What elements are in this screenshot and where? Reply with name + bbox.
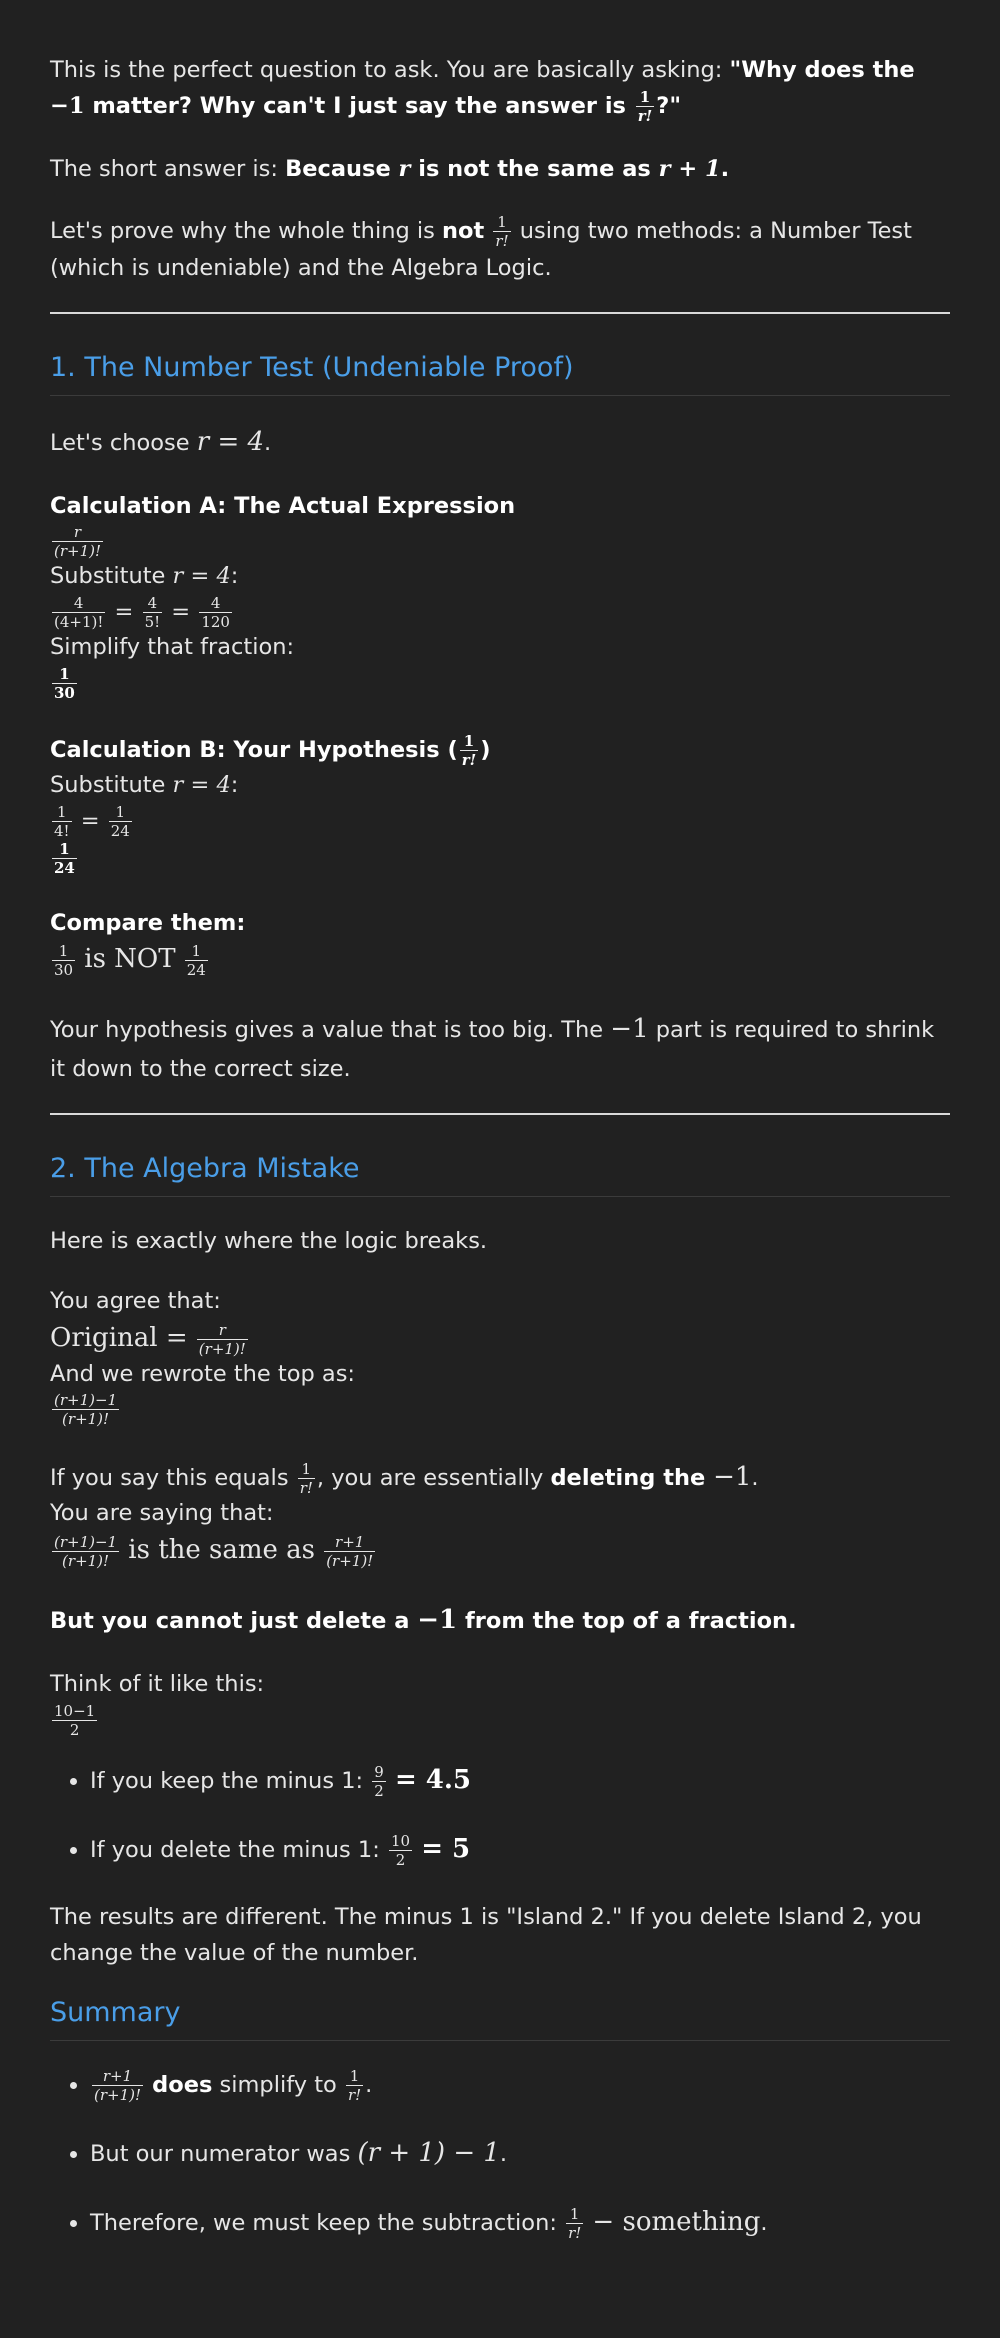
fraction-4-over-5-factorial: $\frac{4}{(4+1)!}$	[54, 594, 104, 632]
list-item: • If you keep the minus 1: $\frac{9}{2}$ = 4.5	[90, 1761, 950, 1800]
list-item: • $\frac{r+1}{(r+1)!}$ does simplify to $\frac{1}{r!}$ .	[90, 2067, 950, 2104]
choose-r-text: Let's choose r = 4.	[50, 427, 272, 457]
calculation-b-title: Calculation B: Your Hypothesis ( $\frac{1}{r!}$ )	[50, 731, 491, 769]
fraction-rewritten-numerator: $\frac{(r+1)-1}{(r+1)!}$	[54, 1391, 118, 1429]
divider	[50, 1113, 950, 1115]
cannot-delete-statement: But you cannot just delete a −1 from the top of a fraction.	[50, 1605, 797, 1636]
results-paragraph: The results are different. The minus 1 is "Island 2." If you delete Island 2, you change the value of the number.	[50, 1903, 922, 1966]
fraction-r-over-r1-factorial: $\frac{r}{(r+1)!}$	[54, 523, 102, 561]
calculation-a: Calculation A: The Actual Expression $\frac{r}{(r+1)!}$ Substitute r = 4: $\frac{4}{(4+1)!}$ = $\frac{4}{5!}$ = $\frac{4}{120}$ Simplify that fraction: $\frac{1}{30}$	[50, 492, 516, 702]
list-item: • If you delete the minus 1: $\frac{10}{2}$ = 5	[90, 1830, 950, 1869]
analogy: Think of it like this: $\frac{10-1}{2}$	[50, 1670, 265, 1739]
section-heading-summary: Summary	[50, 1997, 950, 2041]
fraction-1-over-24: $\frac{1}{24}$	[54, 839, 75, 877]
calculation-a-title: Calculation A: The Actual Expression	[50, 492, 516, 519]
fraction-1-over-r-factorial: $\frac{1}{r!}$	[637, 88, 653, 125]
number-test-conclusion: Your hypothesis gives a value that is too big. The −1 part is required to shrink it down to the correct size.	[50, 1014, 935, 1082]
fraction-1-over-r-factorial: $\frac{1}{r!}$	[495, 213, 509, 250]
intro-paragraph-2: The short answer is: Because r is not the same as r + 1.	[50, 156, 730, 182]
divider	[50, 312, 950, 314]
intro-paragraph-1: This is the perfect question to ask. You are basically asking: "Why does the −1 matter? Why can't I just say the answer is $\frac{1}{r!}$ ?"	[50, 57, 915, 125]
deleting-explanation: If you say this equals $\frac{1}{r!}$ , you are essentially deleting the −1. You are saying that: $\frac{(r+1)-1}{(r+1)!}$ is the same as $\frac{r+1}{(r+1)!}$	[50, 1460, 759, 1571]
comparison: Compare them: $\frac{1}{30}$ is NOT $\frac{1}{24}$	[50, 909, 246, 980]
original-expression: You agree that: Original = $\frac{r}{(r+1)!}$ And we rewrote the top as: $\frac{(r+1)-1}{(r+1)!}$	[50, 1287, 356, 1429]
list-item: • Therefore, we must keep the subtraction: $\frac{1}{r!}$ − something.	[90, 2203, 950, 2242]
fraction-1-over-30: $\frac{1}{30}$	[54, 664, 75, 702]
analogy-list	[50, 1761, 950, 1869]
section-heading-algebra-mistake: 2. The Algebra Mistake	[50, 1153, 950, 1197]
intro-paragraph-3: Let's prove why the whole thing is not $\frac{1}{r!}$ using two methods: a Number Test (which is undeniable) and the Algebra Logic.	[50, 213, 912, 281]
summary-list	[50, 2067, 950, 2242]
calculation-b: Calculation B: Your Hypothesis ( $\frac{1}{r!}$ ) Substitute r = 4: $\frac{1}{4!}$ = $\frac{1}{24}$ $\frac{1}{24}$	[50, 731, 491, 877]
algebra-intro: Here is exactly where the logic breaks.	[50, 1227, 488, 1254]
section-heading-number-test: 1. The Number Test (Undeniable Proof)	[50, 352, 950, 396]
list-item: • But our numerator was (r + 1) − 1.	[90, 2134, 950, 2173]
